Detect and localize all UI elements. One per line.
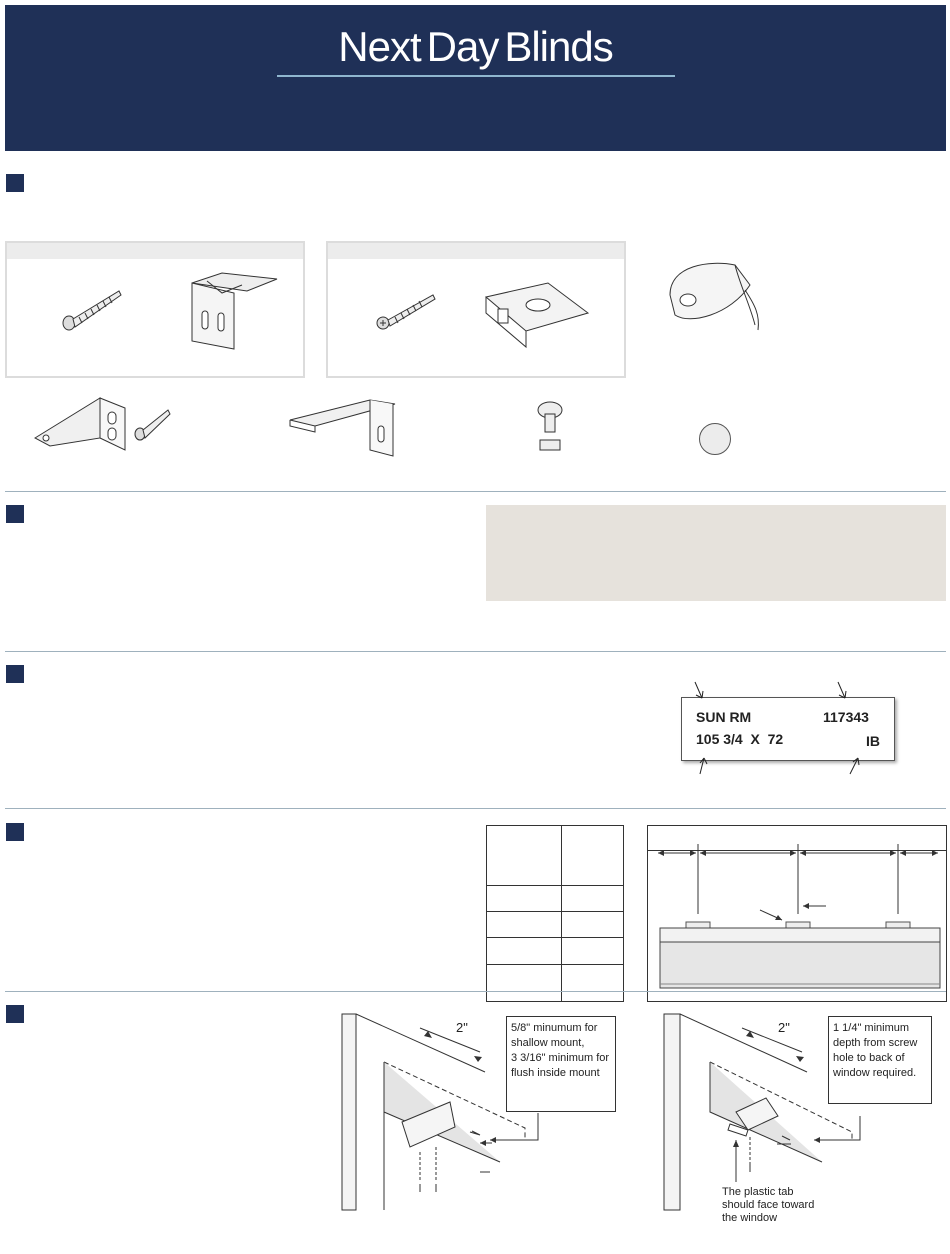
mounting-bracket-icon (182, 271, 282, 351)
phillips-screw-icon (373, 285, 453, 335)
divider-2 (5, 651, 946, 652)
headrail-spacing-drawing (648, 826, 946, 1001)
clip-bracket-icon (478, 273, 598, 353)
install-2-tab-note: The plastic tab should face toward the window (722, 1186, 815, 1224)
install-1-dimension: 2" (456, 1020, 468, 1035)
hardware-box-2-header (328, 243, 624, 259)
label-mount: IB (866, 733, 880, 749)
install-2-dimension: 2" (778, 1020, 790, 1035)
hole-cover-icon (699, 423, 731, 455)
wood-screw-icon (57, 283, 137, 333)
label-room: SUN RM (696, 709, 752, 725)
table-column-divider (561, 826, 562, 1001)
table-row-divider (487, 937, 623, 938)
divider-4 (5, 991, 946, 992)
hardware-box-1-header (7, 243, 303, 259)
label-order-number: 117343 (823, 709, 869, 725)
hardware-box-2 (326, 241, 626, 378)
label-callout-arrows (680, 680, 880, 780)
header-banner (5, 5, 946, 151)
brand-logo: Next Day Blinds (338, 23, 613, 70)
section-marker-3 (6, 665, 24, 683)
extension-bracket-icon (30, 388, 180, 458)
install-2-callout: 1 1/4" minimum depth from screw hole to back of window required. (828, 1016, 932, 1104)
logo-underline (277, 75, 675, 77)
divider-3 (5, 808, 946, 809)
label-size: 105 3/4 X 72 (696, 731, 784, 747)
divider-1 (5, 491, 946, 492)
spacer-bracket-icon (285, 390, 405, 460)
table-row-divider (487, 911, 623, 912)
section-marker-2 (6, 505, 24, 523)
section-marker-4 (6, 823, 24, 841)
install-1-callout: 5/8" minumum for shallow mount, 3 3/16" minimum for flush inside mount (506, 1016, 616, 1112)
bracket-count-table (486, 825, 624, 1002)
note-panel (486, 505, 946, 601)
hardware-box-1 (5, 241, 305, 378)
table-row-divider (487, 885, 623, 886)
valance-clip-icon (660, 255, 770, 345)
bracket-spacing-diagram (647, 825, 947, 1002)
bolt-nut-icon (530, 398, 570, 454)
section-marker-5 (6, 1005, 24, 1023)
table-row-divider (487, 964, 623, 965)
section-marker-1 (6, 174, 24, 192)
